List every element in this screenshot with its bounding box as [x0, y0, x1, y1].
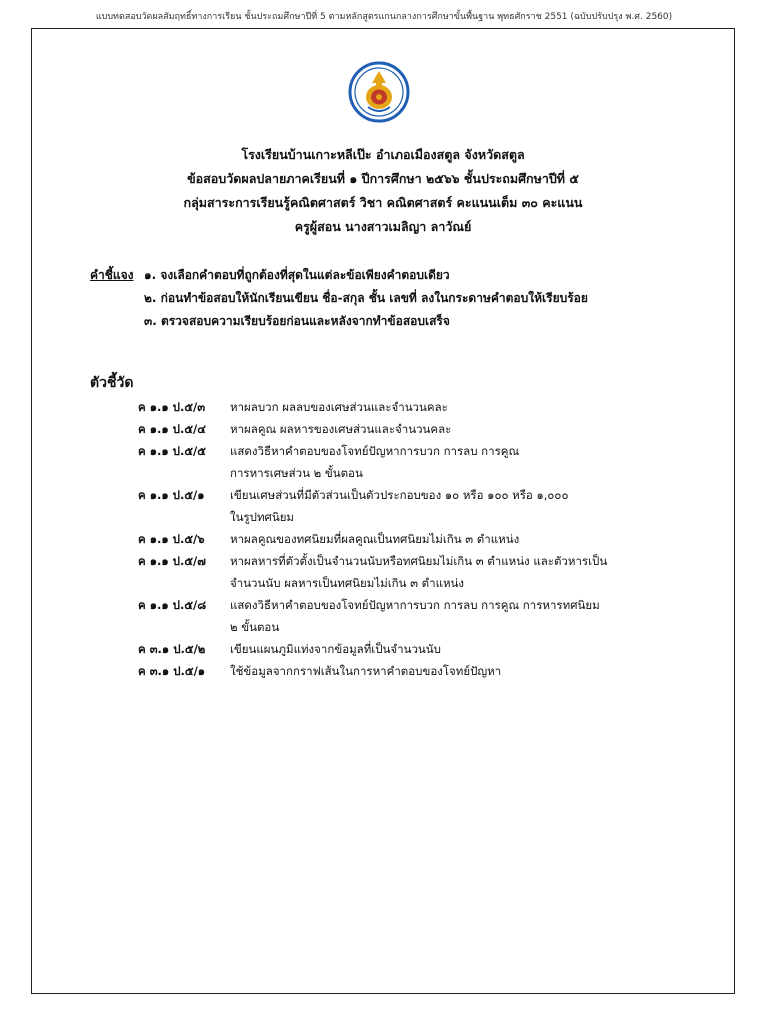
indicators-title: ตัวชี้วัด [90, 375, 134, 391]
indicator-text: เขียนเศษส่วนที่มีตัวส่วนเป็นตัวประกอบของ ๑๐ หรือ ๑๐๐ หรือ ๑,๐๐๐ [230, 488, 569, 502]
indicator-text: เขียนแผนภูมิแท่งจากข้อมูลที่เป็นจำนวนนับ [230, 642, 441, 656]
instruction-row [90, 264, 730, 287]
indicator-text: หาผลคูณ ผลหารของเศษส่วนและจำนวนคละ [230, 422, 452, 436]
indicator-row [138, 418, 718, 440]
indicator-code: ค ๑.๑ ป.๕/๗ [138, 554, 206, 568]
indicator-row [138, 484, 718, 528]
instruction-item: ๓. ตรวจสอบความเรียบร้อยก่อนและหลังจากทำข้อสอบเสร็จ [144, 314, 450, 328]
indicator-row [138, 440, 718, 484]
school-name: โรงเรียนบ้านเกาะหลีเป๊ะ อำเภอเมืองสตูล จังหวัดสตูล [241, 147, 525, 162]
indicator-code: ค ๓.๑ ป.๕/๒ [138, 642, 206, 656]
indicator-text: แสดงวิธีหาคำตอบของโจทย์ปัญหาการบวก การลบ การคูณ [230, 444, 520, 458]
indicator-code: ค ๑.๑ ป.๕/๑ [138, 488, 205, 502]
indicator-text: จำนวนนับ ผลหารเป็นทศนิยมไม่เกิน ๓ ตำแหน่ง [230, 576, 465, 590]
instruction-item: ๑. จงเลือกคำตอบที่ถูกต้องที่สุดในแต่ละข้อเพียงคำตอบเดียว [144, 268, 450, 282]
indicator-text: แสดงวิธีหาคำตอบของโจทย์ปัญหาการบวก การลบ การคูณ การหารทศนิยม [230, 598, 600, 612]
indicator-code: ค ๑.๑ ป.๕/๓ [138, 400, 206, 414]
indicator-text: ในรูปทศนิยม [230, 510, 295, 524]
teacher-line: ครูผู้สอน นางสาวเมลิญา ลาวัณย์ [294, 219, 472, 234]
instructions [90, 264, 730, 333]
instructions-label: คำชี้แจง [90, 268, 134, 282]
indicator-row [138, 396, 718, 418]
indicator-description [230, 418, 451, 440]
indicator-list [138, 396, 718, 682]
indicator-description [230, 594, 600, 638]
indicator-text: หาผลบวก ผลลบของเศษส่วนและจำนวนคละ [230, 400, 448, 414]
subject-line: กลุ่มสาระการเรียนรู้คณิตศาสตร์ วิชา คณิตศาสตร์ คะแนนเต็ม ๓๐ คะแนน [183, 195, 583, 210]
indicator-row [138, 594, 718, 638]
indicator-description [230, 396, 448, 418]
indicator-row [138, 660, 718, 682]
indicator-row [138, 550, 718, 594]
indicator-code: ค ๑.๑ ป.๕/๔ [138, 422, 206, 436]
indicator-text: หาผลคูณของทศนิยมที่ผลคูณเป็นทศนิยมไม่เกิน ๓ ตำแหน่ง [230, 532, 520, 546]
indicator-row [138, 638, 718, 660]
instruction-item: ๒. ก่อนทำข้อสอบให้นักเรียนเขียน ชื่อ-สกุล ชั้น เลขที่ ลงในกระดาษคำตอบให้เรียบร้อย [144, 291, 588, 305]
header-note: แบบทดสอบวัดผลสัมฤทธิ์ทางการเรียน ชั้นประถมศึกษาปีที่ 5 ตามหลักสูตรแกนกลางการศึกษาขั้นพื้นฐาน พุทธศักราช 2551 (ฉบับปรับปรุง พ.ศ. 2560) [95, 12, 673, 22]
instruction-row [90, 310, 730, 333]
indicator-description [230, 528, 519, 550]
indicator-description [230, 484, 568, 528]
indicator-description [230, 550, 607, 594]
exam-name: ข้อสอบวัดผลปลายภาคเรียนที่ ๑ ปีการศึกษา ๒๕๖๖ ชั้นประถมศึกษาปีที่ ๕ [187, 171, 579, 186]
indicator-row [138, 528, 718, 550]
indicator-code: ค ๑.๑ ป.๕/๘ [138, 598, 207, 612]
indicator-text: การหารเศษส่วน ๒ ขั้นตอน [230, 466, 363, 480]
indicator-code: ค ๓.๑ ป.๕/๑ [138, 664, 206, 678]
indicator-text: ๒ ขั้นตอน [230, 620, 280, 634]
indicator-description [230, 440, 519, 484]
indicator-code: ค ๑.๑ ป.๕/๖ [138, 532, 205, 546]
indicator-text: หาผลหารที่ตัวตั้งเป็นจำนวนนับหรือทศนิยมไม่เกิน ๓ ตำแหน่ง และตัวหารเป็น [230, 554, 608, 568]
indicator-code: ค ๑.๑ ป.๕/๕ [138, 444, 206, 458]
school-emblem-icon [348, 61, 410, 123]
instruction-row [90, 287, 730, 310]
indicator-text: ใช้ข้อมูลจากกราฟเส้นในการหาคำตอบของโจทย์ปัญหา [230, 664, 502, 678]
exam-title-block [31, 143, 735, 239]
indicator-description [230, 638, 441, 660]
indicator-description [230, 660, 501, 682]
